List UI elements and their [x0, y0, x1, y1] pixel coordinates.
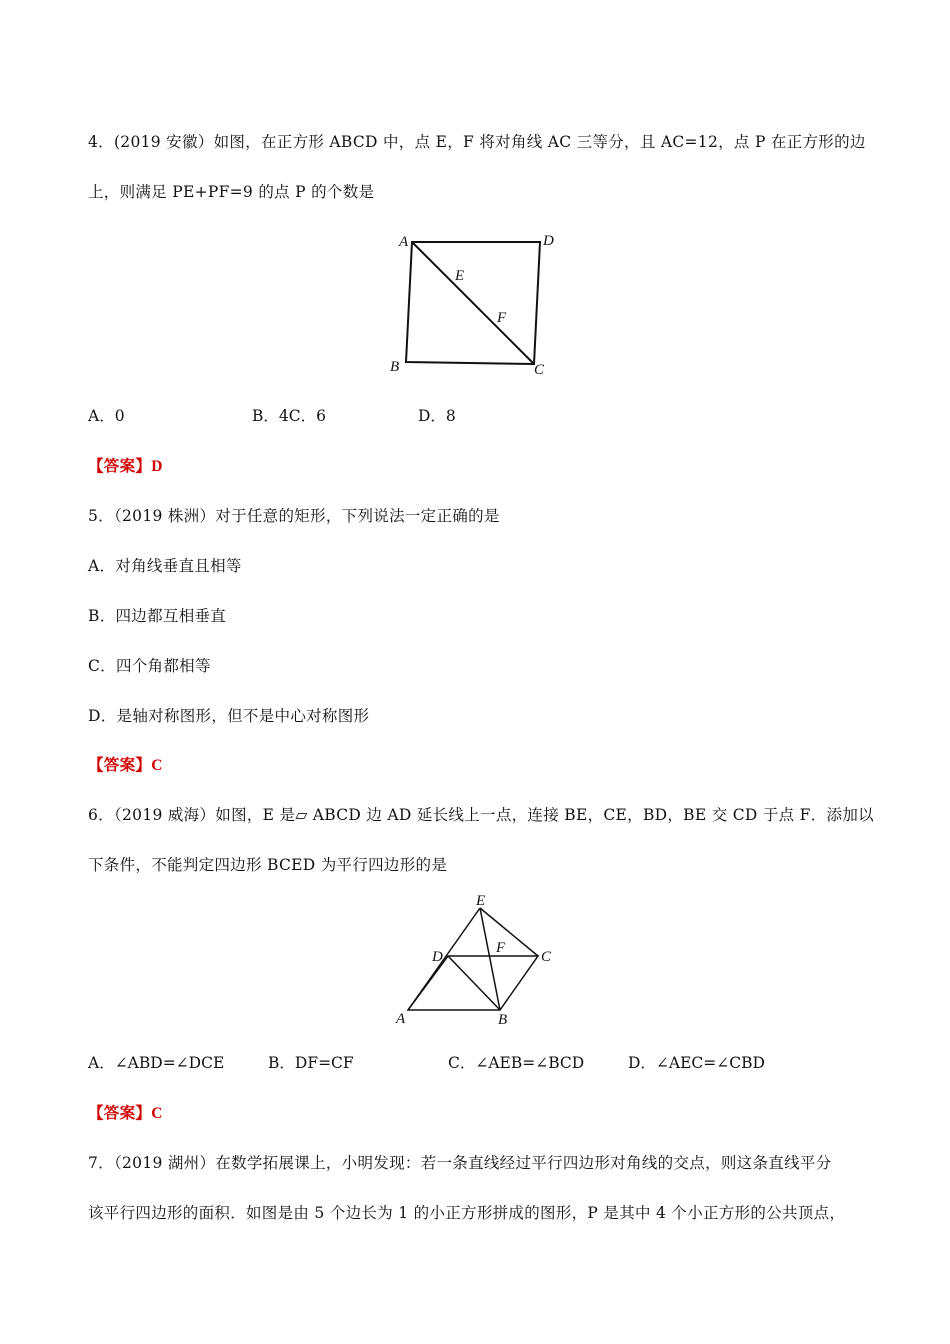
q5-option-a: A．对角线垂直且相等 — [88, 557, 242, 575]
label-c: C — [541, 949, 552, 965]
q4-square-figure — [380, 228, 570, 378]
q6-option-a: A．∠ABD=∠DCE — [88, 1054, 225, 1072]
diagonal-ac — [412, 242, 534, 364]
label-f: F — [497, 310, 507, 326]
q4-stem-line1: 4．(2019 安徽）如图，在正方形 ABCD 中，点 E，F 将对角线 AC 三等分，且 AC=12，点 P 在正方形的边 — [88, 133, 866, 151]
q6-option-c: C．∠AEB=∠BCD — [448, 1054, 585, 1072]
q5-option-b: B．四边都互相垂直 — [88, 607, 227, 625]
q5-option-c: C．四个角都相等 — [88, 657, 211, 675]
answer-label: 【答案】 — [88, 456, 152, 475]
q6-stem-line1: 6．（2019 威海）如图，E 是▱ ABCD 边 AD 延长线上一点，连接 BE，CE，BD，BE 交 CD 于点 F．添加以 — [88, 806, 874, 824]
q7-stem-line2: 该平行四边形的面积．如图是由 5 个边长为 1 的小正方形拼成的图形，P 是其中 4 个小正方形的公共顶点， — [88, 1204, 846, 1222]
label-b: B — [498, 1012, 508, 1028]
q5-stem: 5．（2019 株洲）对于任意的矩形，下列说法一定正确的是 — [88, 507, 500, 525]
answer-value: C — [151, 1105, 163, 1122]
q6-parallelogram-figure — [388, 890, 568, 1030]
answer-label: 【答案】 — [88, 1103, 152, 1122]
label-f: F — [496, 940, 506, 956]
label-c: C — [534, 362, 545, 378]
q6-stem-line2: 下条件，不能判定四边形 BCED 为平行四边形的是 — [88, 856, 448, 874]
segment-bd — [448, 956, 500, 1010]
q4-option-bc: B．4C．6 — [252, 407, 326, 425]
segment-be — [480, 908, 500, 1010]
label-a: A — [399, 234, 409, 250]
q4-option-a: A．0 — [88, 407, 125, 425]
answer-label: 【答案】 — [88, 755, 152, 774]
q4-option-d: D．8 — [418, 407, 456, 425]
answer-value: C — [151, 757, 163, 774]
q6-answer — [88, 1101, 163, 1123]
label-e: E — [476, 893, 486, 909]
label-d: D — [543, 233, 554, 249]
q4-stem-line2: 上，则满足 PE+PF=9 的点 P 的个数是 — [88, 183, 375, 201]
q4-answer — [88, 454, 163, 476]
q6-option-b: B．DF=CF — [268, 1054, 354, 1072]
q5-option-d: D．是轴对称图形，但不是中心对称图形 — [88, 707, 370, 725]
label-d: D — [432, 949, 443, 965]
segment-ae — [408, 908, 480, 1010]
q6-option-d: D．∠AEC=∠CBD — [628, 1054, 765, 1072]
label-a: A — [396, 1011, 406, 1027]
answer-value: D — [151, 458, 163, 475]
q5-answer — [88, 753, 163, 775]
label-b: B — [390, 359, 400, 375]
q7-stem-line1: 7．（2019 湖州）在数学拓展课上，小明发现：若一条直线经过平行四边形对角线的交点，则这条直线平分 — [88, 1154, 832, 1172]
label-e: E — [455, 268, 465, 284]
